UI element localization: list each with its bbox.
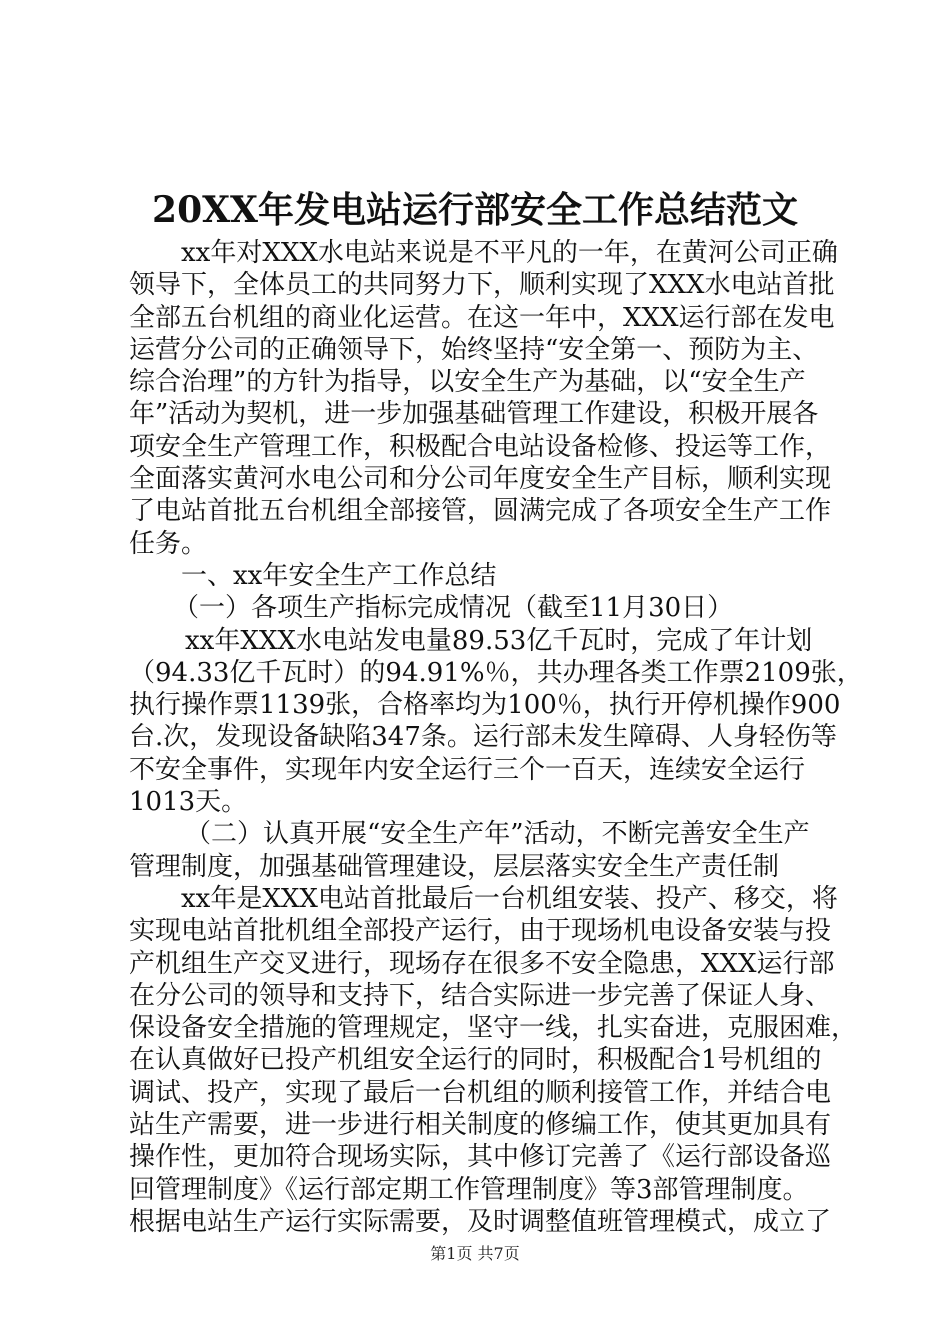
paragraph-line: 年”活动为契机，进一步加强基础管理工作建设，积极开展各	[129, 399, 819, 430]
paragraph-line: 调试、投产，实现了最后一台机组的顺利接管工作，并结合电	[129, 1077, 832, 1108]
section-heading: 一、xx年安全生产工作总结	[181, 560, 497, 591]
paragraph-line: 在分公司的领导和支持下，结合实际进一步完善了保证人身、	[129, 980, 832, 1011]
paragraph-line: 台.次，发现设备缺陷347条。运行部未发生障碍、人身轻伤等	[129, 722, 837, 753]
paragraph-line: 全部五台机组的商业化运营。在这一年中，XXX运行部在发电	[129, 302, 835, 333]
paragraph-line: 任务。	[129, 528, 208, 559]
paragraph-line: 回管理制度》《运行部定期工作管理制度》等3部管理制度。	[129, 1174, 809, 1205]
paragraph-line: 领导下，全体员工的共同努力下，顺利实现了XXX水电站首批	[129, 270, 835, 301]
paragraph-line: 在认真做好已投产机组安全运行的同时，积极配合1号机组的	[129, 1045, 822, 1076]
paragraph-line: （94.33亿千瓦时）的94.91%％，共办理各类工作票2109张，	[129, 657, 863, 688]
document-body	[129, 237, 863, 1238]
paragraph-line: 综合治理”的方针为指导，以安全生产为基础，以“安全生产	[129, 367, 806, 398]
paragraph-line: 项安全生产管理工作，积极配合电站设备检修、投运等工作，	[129, 431, 832, 462]
paragraph-line: 站生产需要，进一步进行相关制度的修编工作，使其更加具有	[129, 1110, 832, 1141]
paragraph-line: 运营分公司的正确领导下，始终坚持“安全第一、预防为主、	[129, 334, 819, 365]
paragraph-line: xx年对XXX水电站来说是不平凡的一年，在黄河公司正确	[181, 238, 838, 268]
subsection-heading-continued: 管理制度，加强基础管理建设，层层落实安全生产责任制	[129, 851, 780, 882]
paragraph-line: 保设备安全措施的管理规定，坚守一线，扎实奋进，克服困难，	[129, 1013, 858, 1044]
paragraph-line: 了电站首批五台机组全部接管，圆满完成了各项安全生产工作	[129, 496, 832, 527]
paragraph-line: 实现电站首批机组全部投产运行，由于现场机电设备安装与投	[129, 916, 832, 947]
paragraph-line: xx年XXX水电站发电量89.53亿千瓦时，完成了年计划	[185, 625, 813, 656]
paragraph-line: 1013天。	[129, 787, 248, 818]
paragraph-line: 根据电站生产运行实际需要，及时调整值班管理模式，成立了	[129, 1206, 832, 1237]
paragraph-line: 操作性，更加符合现场实际，其中修订完善了《运行部设备巡	[129, 1142, 832, 1173]
paragraph-line: 产机组生产交叉进行，现场存在很多不安全隐患，XXX运行部	[129, 948, 835, 979]
subsection-heading: （二）认真开展“安全生产年”活动，不断完善安全生产	[185, 819, 810, 850]
document-title: 20XX年发电站运行部安全工作总结范文	[152, 189, 798, 231]
page-footer: 第1页 共7页	[430, 1244, 520, 1263]
paragraph-line: 不安全事件，实现年内安全运行三个一百天，连续安全运行	[129, 754, 806, 785]
paragraph-line: 执行操作票1139张，合格率均为100％，执行开停机操作900	[129, 690, 841, 721]
paragraph-line: 全面落实黄河水电公司和分公司年度安全生产目标，顺利实现	[129, 464, 832, 495]
subsection-heading: （一）各项生产指标完成情况（截至11月30日）	[173, 593, 734, 624]
paragraph-line: xx年是XXX电站首批最后一台机组安装、投产、移交，将	[181, 883, 838, 914]
